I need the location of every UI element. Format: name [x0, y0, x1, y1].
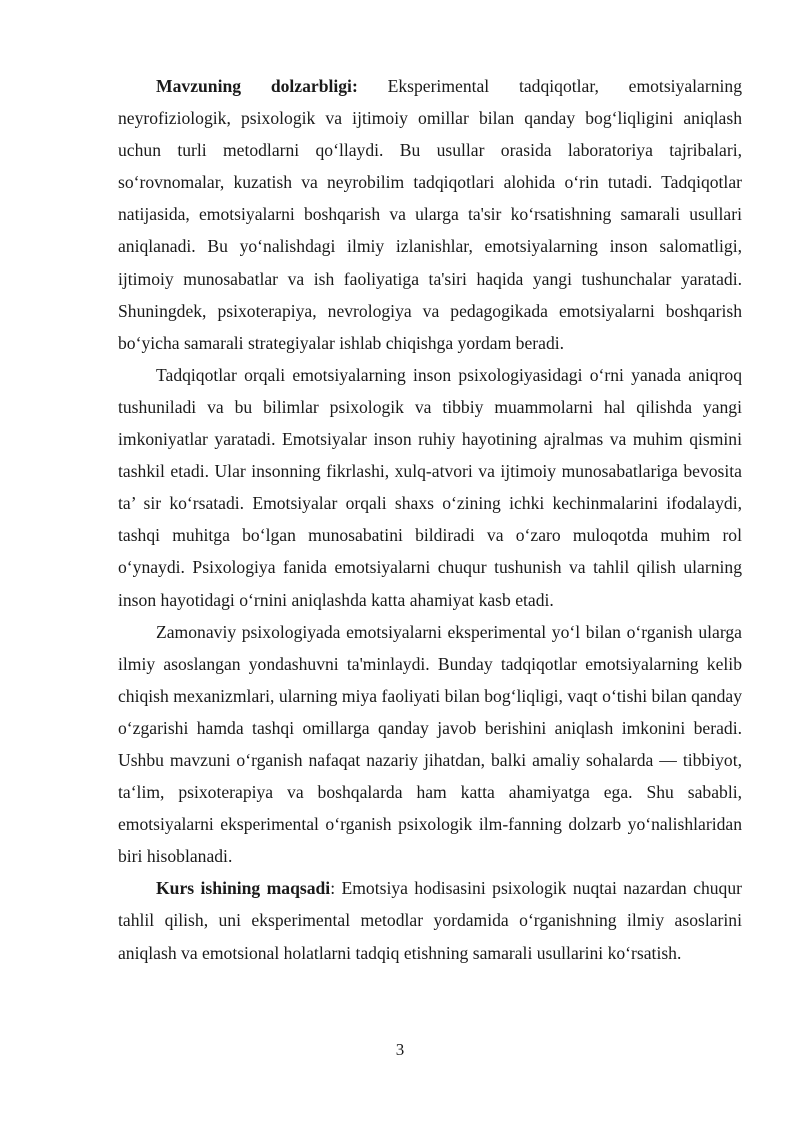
relevance-heading: Mavzuning dolzarbligi: — [156, 76, 358, 96]
paragraph-text: Zamonaviy psixologiyada emotsiyalarni eksperimental yo‘l bilan o‘rganish ularga ilmiy asoslangan yondashuvni ta'minlaydi. Bunday tadqiqotlar emotsiyalarning kelib chiqish mexanizmlari, ularning miya faoliyati bilan bog‘liqligi, vaqt o‘tishi bilan qanday o‘zgarishi hamda tashqi omillarga qanday javob berishini aniqlash imkonini beradi. Ushbu mavzuni o‘rganish nafaqat nazariy jihatdan, balki amaliy sohalarda — tibbiyot, ta‘lim, psixoterapiya va boshqalarda ham katta ahamiyatga ega. Shu sababli, emotsiyalarni eksperimental o‘rganish psixologik ilm-fanning dolzarb yo‘nalishlaridan biri hisoblanadi. — [118, 621, 742, 867]
page-number: 3 — [395, 1040, 405, 1059]
paragraph-research — [118, 359, 742, 616]
paragraph-modern-psychology — [118, 616, 742, 873]
document-page — [118, 70, 742, 969]
paragraph-relevance — [118, 70, 742, 359]
paragraph-text: : Emotsiya hodisasini psixologik nuqtai nazardan chuqur tahlil qilish, uni eksperimental metodlar yordamida o‘rganishning ilmiy asoslarini aniqlash va emotsional holatlarni tadqiq etishning samarali usullarini ko‘rsatish. — [118, 878, 743, 963]
paragraph-goal — [118, 872, 742, 968]
paragraph-text: Eksperimental tadqiqotlar, emotsiyalarning neyrofiziologik, psixologik va ijtimoiy omillar bilan qanday bog‘liqligini aniqlash uchun turli metodlarni qo‘llaydi. Bu usullar orasida laboratoriya tajribalari, so‘rovnomalar, kuzatish va neyrobilim tadqiqotlari alohida o‘rin tutadi. Tadqiqotlar natijasida, emotsiyalarni boshqarish va ularga ta'sir ko‘rsatishning samarali usullari aniqlanadi. Bu yo‘nalishdagi ilmiy izlanishlar, emotsiyalarning inson salomatligi, ijtimoiy munosabatlar va ish faoliyatiga ta'siri haqida yangi tushunchalar yaratadi. Shuningdek, psixoterapiya, nevrologiya va pedagogikada emotsiyalarni boshqarish bo‘yicha samarali strategiyalar ishlab chiqishga yordam beradi. — [118, 76, 742, 353]
goal-heading: Kurs ishining maqsadi — [156, 878, 331, 899]
paragraph-text: Tadqiqotlar orqali emotsiyalarning inson psixologiyasidagi o‘rni yanada aniqroq tushuniladi va bu bilimlar psixologik va tibbiy muammolarni hal qilishda yangi imkoniyatlar yaratadi. Emotsiyalar inson ruhiy hayotining ajralmas va muhim qismini tashkil etadi. Ular insonning fikrlashi, xulq-atvori va ijtimoiy munosabatlariga bevosita ta’ sir ko‘rsatadi. Emotsiyalar orqali shaxs o‘zining ichki kechinmalarini ifodalaydi, tashqi muhitga bo‘lgan munosabatini bildiradi va o‘zaro muloqotda muhim rol o‘ynaydi. Psixologiya fanida emotsiyalarni chuqur tushunish va tahlil qilish ularning inson hayotidagi o‘rnini aniqlashda katta ahamiyat kasb etadi. — [118, 364, 742, 610]
